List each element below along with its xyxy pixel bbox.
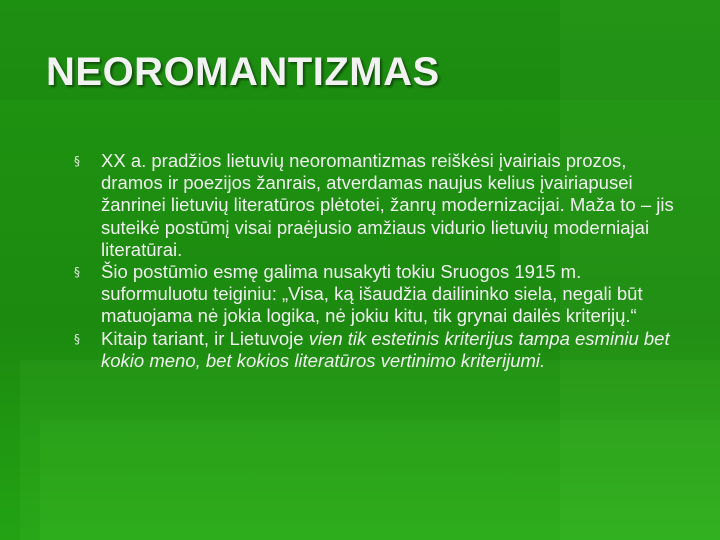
bullet-marker-icon: § bbox=[74, 331, 80, 346]
bullet-text: Šio postūmio esmę galima nusakyti tokiu Sruogos 1915 m. suformuluotu teiginiu: „Visa, ką išaudžia dailininko siela, negali būt matuojama nė jokia logika, nė jokiu kitu, tik grynai dailės kriterijų.“ bbox=[101, 261, 643, 327]
bullet-text: XX a. pradžios lietuvių neoromantizmas reiškėsi įvairiais prozos, dramos ir poezijos žanrais, atverdamas naujus kelius įvairiapusei žanrinei lietuvių literatūros plėtotei, žanrų modernizacijai. Maža to – jis suteikė postūmį visai praėjusio amžiaus vidurio lietuvių moderniajai literatūrai. bbox=[101, 150, 674, 260]
bullet-item-1 bbox=[74, 150, 674, 261]
bullet-list bbox=[74, 150, 674, 372]
bullet-item-2 bbox=[74, 261, 674, 328]
bullet-item-3 bbox=[74, 328, 674, 372]
bullet-marker-icon: § bbox=[74, 154, 80, 168]
bullet-text-italic: vien tik estetinis kriterijus tampa esminiu bet kokio meno, bet kokios literatūros vertinimo kriterijumi. bbox=[101, 327, 670, 371]
slide-title: NEOROMANTIZMAS bbox=[46, 50, 440, 94]
bullet-marker-icon: § bbox=[74, 265, 80, 280]
bullet-text: Kitaip tariant, ir Lietuvoje bbox=[101, 327, 309, 349]
